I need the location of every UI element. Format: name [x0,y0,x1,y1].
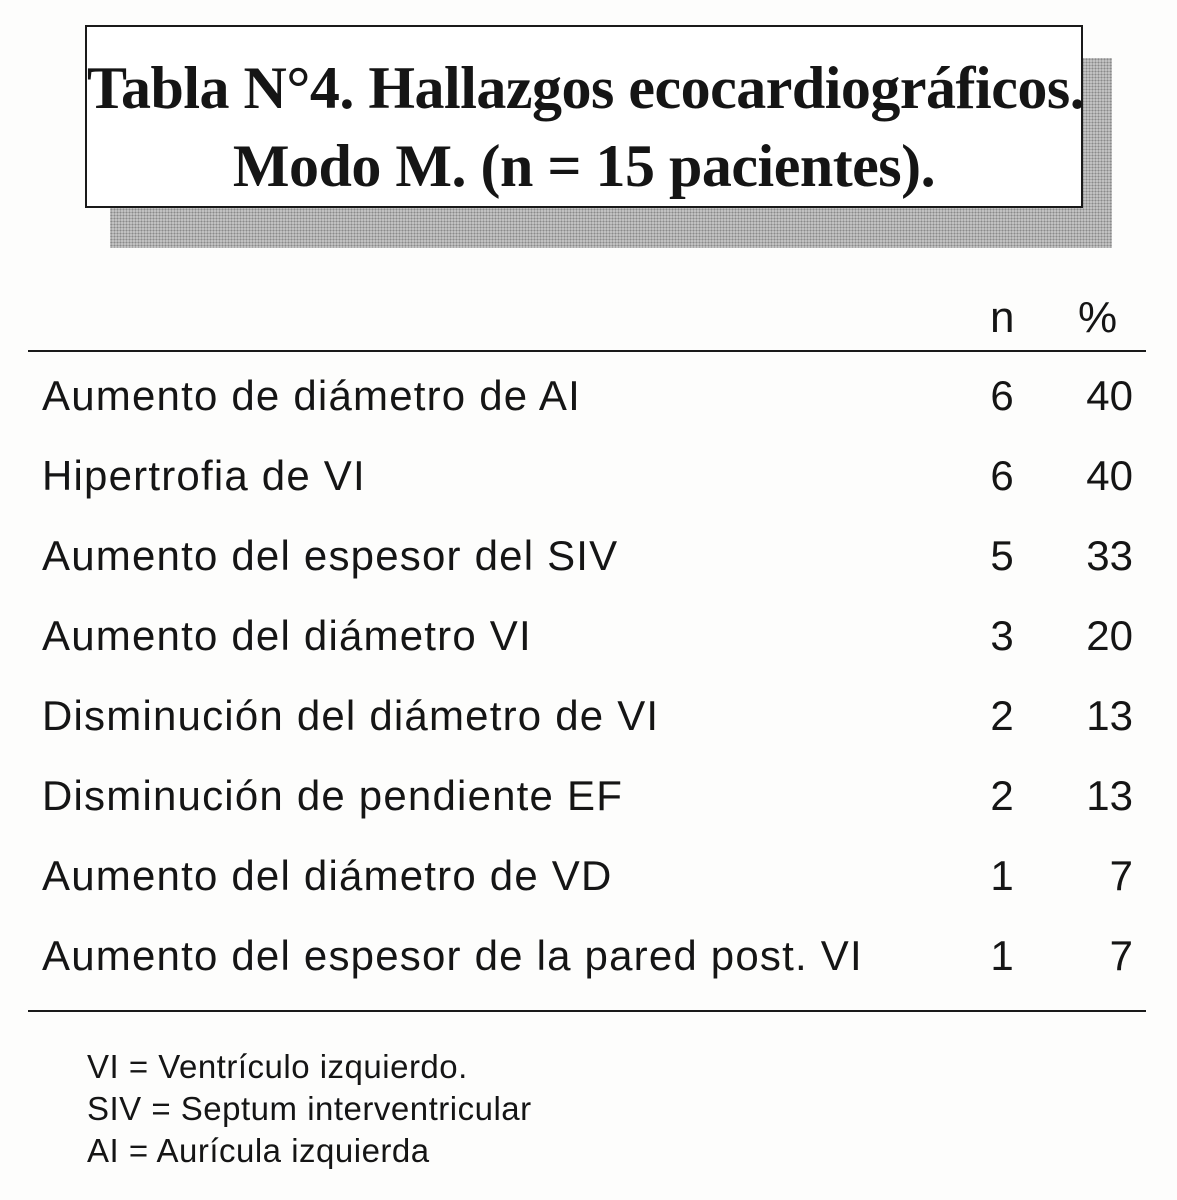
row-label: Aumento del diámetro VI [42,612,532,659]
row-label: Aumento del diámetro de VD [42,852,613,899]
table-row [0,526,1177,586]
row-label: Aumento del espesor del SIV [42,532,619,579]
row-n: 1 [990,932,1014,979]
row-n: 6 [990,452,1014,499]
table-row [0,766,1177,826]
row-percent: 40 [1086,452,1133,499]
table-row [0,686,1177,746]
column-header-n: n [990,293,1015,342]
column-header-percent: % [1078,293,1118,342]
row-n: 2 [990,692,1014,739]
row-label: Aumento de diámetro de AI [42,372,581,419]
row-n: 2 [990,772,1014,819]
row-label: Disminución de pendiente EF [42,772,624,819]
footnotes [87,1046,532,1172]
footnote: SIV = Septum interventricular [87,1090,532,1127]
row-percent: 13 [1086,772,1133,819]
row-label: Disminución del diámetro de VI [42,692,660,739]
row-label: Aumento del espesor de la pared post. VI [42,932,863,979]
row-percent: 7 [1109,932,1133,979]
table-row [0,446,1177,506]
row-label: Hipertrofia de VI [42,452,366,499]
row-percent: 40 [1086,372,1133,419]
row-n: 3 [990,612,1014,659]
table-row [0,606,1177,666]
table-row [0,366,1177,426]
footer-rule [28,1010,1146,1012]
table-row [0,846,1177,906]
row-percent: 7 [1109,852,1133,899]
row-percent: 33 [1086,532,1133,579]
header-rule [28,350,1146,352]
row-percent: 20 [1086,612,1133,659]
row-n: 5 [990,532,1014,579]
table-row [0,926,1177,986]
row-n: 1 [990,852,1014,899]
row-percent: 13 [1086,692,1133,739]
footnote: VI = Ventrículo izquierdo. [87,1048,468,1085]
table-title-line-1: Tabla N°4. Hallazgos ecocardiográficos. [87,55,1085,121]
row-n: 6 [990,372,1014,419]
table-title-line-2: Modo M. (n = 15 pacientes). [232,133,936,199]
footnote: AI = Aurícula izquierda [87,1132,430,1169]
